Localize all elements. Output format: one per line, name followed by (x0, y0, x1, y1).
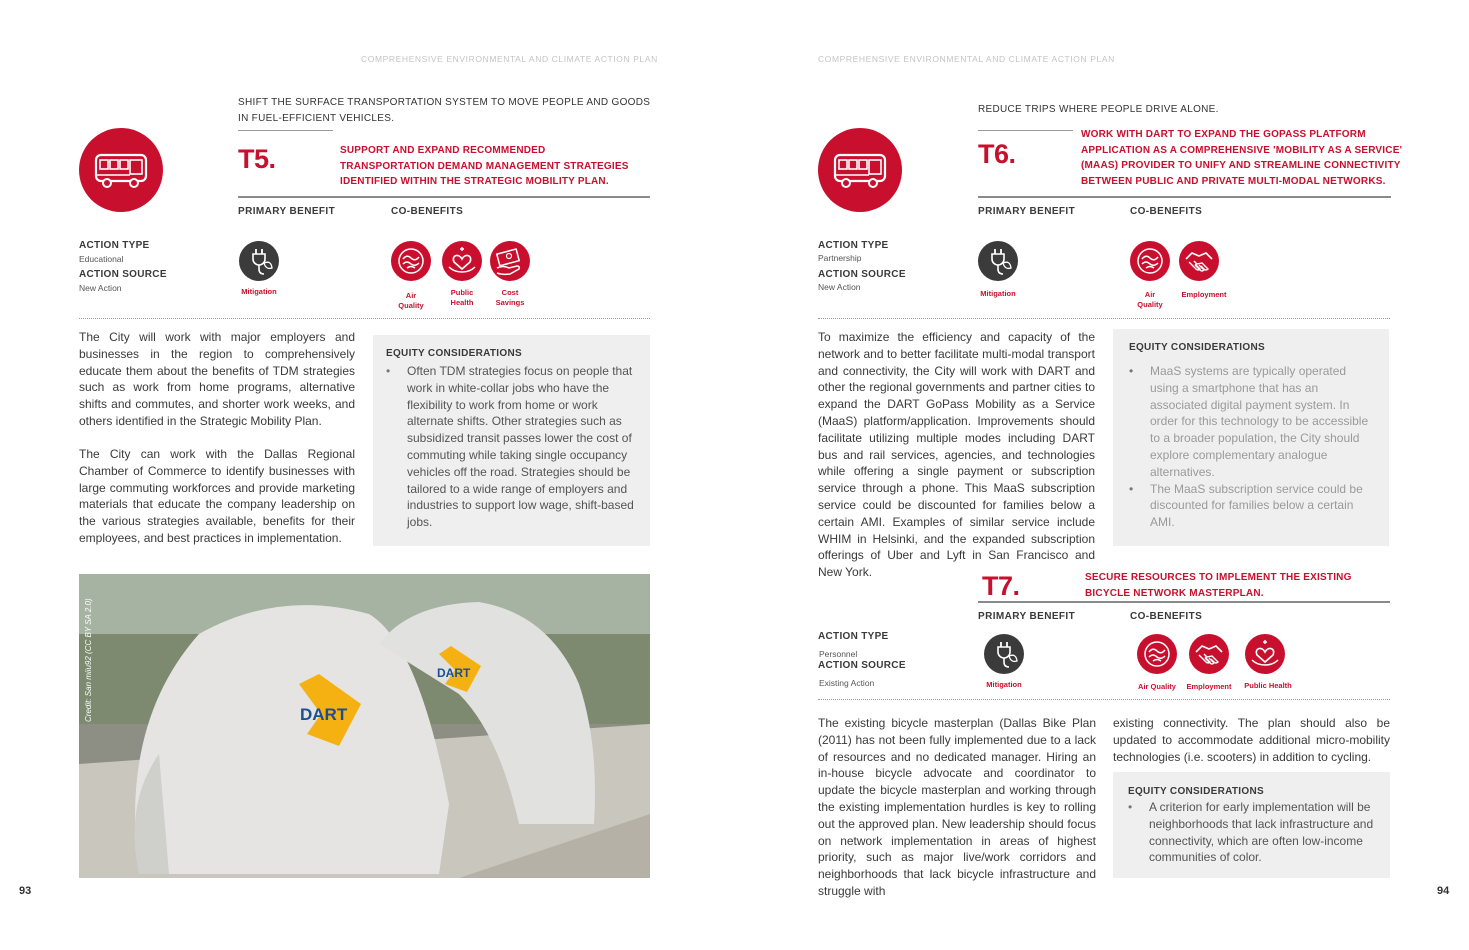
action-type-label: ACTION TYPE (79, 240, 150, 251)
heart-hand-icon (1245, 634, 1285, 674)
page-number-right: 94 (1437, 885, 1450, 897)
bus-icon (79, 128, 163, 212)
section-divider-t7 (818, 699, 1390, 700)
primary-benefit-label: Mitigation (980, 289, 1016, 298)
action-type-value: Educational (79, 254, 124, 264)
action-source-label: ACTION SOURCE (818, 269, 906, 280)
lungs-icon (391, 241, 431, 281)
primary-benefit-label: Mitigation (986, 680, 1022, 689)
body-paragraph-2: The City can work with the Dallas Regional Chamber of Commerce to identify businesses with large commuting workforces and provide marketing materials that educate the company leadership on the various strategies available, benefits for their employees, and best practices in implementation. (79, 447, 355, 545)
dart-logo-2: DART (437, 666, 471, 680)
equity-item: • Often TDM strategies focus on people that work in white-collar jobs who have the flexibility to work from home or work alternate shifts. Other strategies such as subsidized transit passes lower the cost of commuting while taking single occupancy vehicles off the road. Strategies should be tailored to a wide range of employers and industries to support low wage, shift-based jobs. (386, 363, 636, 531)
action-type-label: ACTION TYPE (818, 631, 889, 642)
strategy-rule-t7 (978, 601, 1390, 603)
action-source-label: ACTION SOURCE (79, 269, 167, 280)
strategy-rule-t6 (978, 196, 1391, 198)
dart-bike-lockers-photo (79, 574, 650, 878)
co-benefit-label-public-health: Public Health (450, 288, 474, 307)
strategy-code-t7: T7. (982, 571, 1020, 601)
co-benefit-label-public-health: Public Health (1244, 681, 1292, 690)
plug-leaf-icon (984, 634, 1024, 674)
goal-statement-left: SHIFT THE SURFACE TRANSPORTATION SYSTEM TO MOVE PEOPLE AND GOODS IN FUEL-EFFICIENT VEHICLES. (238, 97, 651, 124)
primary-benefit-header: PRIMARY BENEFIT (238, 206, 336, 217)
bus-icon (818, 128, 902, 212)
dart-logo: DART (300, 705, 348, 724)
action-source-value: New Action (79, 283, 122, 293)
equity-item: • A criterion for early implementation will be neighborhoods that lack infrastructure and connectivity, which are often low-income communities of color. (1128, 799, 1378, 866)
goal-rule-right (978, 130, 1073, 131)
primary-benefit-header: PRIMARY BENEFIT (978, 206, 1076, 217)
body-paragraph-t6: To maximize the efficiency and capacity of the network and to better facilitate multi-modal transport and connectivity, the City will work with DART and other the regional governments and partner cities to expand the DART GoPass Mobility as a Service (MaaS) platform/application. Improvements should facilitate utilizing multiple modes including DART bus and rail services, agencies, and technologies while offering a single payment or subscription service through a phone. This MaaS subscription service could be discounted for families below a certain AMI. Examples of similar service include WHIM in Helsinki, and the expanded subscription offerings of Uber and Lyft in San Francisco and New York. (818, 330, 1095, 580)
equity-box-t6 (1113, 329, 1389, 546)
action-type-label: ACTION TYPE (818, 240, 889, 251)
page-number-left: 93 (19, 885, 32, 897)
goal-statement-right: REDUCE TRIPS WHERE PEOPLE DRIVE ALONE. (978, 104, 1219, 115)
co-benefit-label-employment: Employment (1181, 290, 1227, 299)
strategy-title-t6: WORK WITH DART TO EXPAND THE GOPASS PLATFORM APPLICATION AS A COMPREHENSIVE 'MOBILITY AS A SERVICE' (MAAS) PROVIDER TO UNIFY AND STREAMLINE CONNECTIVITY BETWEEN PUBLIC AND PRIVATE MULTI-MODAL NETWORKS. (1081, 129, 1403, 187)
equity-title: EQUITY CONSIDERATIONS (386, 348, 522, 359)
strategy-rule-t5 (238, 196, 650, 198)
running-header-left: COMPREHENSIVE ENVIRONMENTAL AND CLIMATE ACTION PLAN (361, 54, 658, 64)
body-paragraph-t7-left: The existing bicycle masterplan (Dallas Bike Plan (2011) has not been fully implemented due to a lack of resources and no dedicated manager. Hiring an in-house bicycle advocate and coordinator to update the bicycle masterplan and working through the existing implementation hurdles is key to rolling out the approved plan. New leadership should focus on network implementation in areas of highest priority, such as major live/work corridors and neighborhoods that lack bicycle infrastructure and struggle with (818, 716, 1096, 898)
strategy-title-t5: SUPPORT AND EXPAND RECOMMENDED TRANSPORTATION DEMAND MANAGEMENT STRATEGIES IDENTIFIED WITHIN THE STRATEGIC MOBILITY PLAN. (340, 145, 629, 187)
lungs-icon (1130, 241, 1170, 281)
co-benefit-label-air-quality: Air Quality (1138, 682, 1176, 691)
equity-box-t5 (373, 335, 650, 546)
photo-credit: Credit: San miiu92 (CC BY SA 2.0) (84, 598, 93, 722)
action-source-value: Existing Action (819, 678, 875, 688)
equity-list (1128, 799, 1378, 866)
co-benefits-header: CO-BENEFITS (1130, 611, 1203, 622)
primary-benefit-label: Mitigation (241, 287, 277, 296)
equity-item: • The MaaS subscription service could be discounted for families below a certain AMI. (1129, 481, 1369, 531)
co-benefit-label-air-quality: Air Quality (398, 291, 424, 310)
running-header-right: COMPREHENSIVE ENVIRONMENTAL AND CLIMATE ACTION PLAN (818, 54, 1115, 64)
section-divider-right (818, 318, 1390, 319)
equity-box-t7 (1113, 772, 1390, 878)
equity-title: EQUITY CONSIDERATIONS (1129, 342, 1265, 353)
body-paragraph-1: The City will work with major employers and businesses in the region to comprehensively educate them about the benefits of TDM strategies such as work from home programs, alternative shifts and commutes, and shorter work weeks, and others identified in the Strategic Mobility Plan. (79, 330, 355, 428)
equity-title: EQUITY CONSIDERATIONS (1128, 786, 1264, 797)
body-paragraph-t7-right: existing connectivity. The plan should also be updated to accommodate additional micro-mobility technologies (i.e. scooters) in addition to cycling. (1113, 716, 1390, 764)
strategy-code-t6: T6. (978, 139, 1016, 169)
money-hand-icon (490, 241, 530, 281)
equity-list (386, 363, 636, 531)
equity-item: • MaaS systems are typically operated using a smartphone that has an associated digital payment system. In order for this technology to be accessible to a broader population, the City should explore complementary analogue alternatives. (1129, 363, 1369, 481)
goal-rule-left (238, 130, 333, 131)
action-type-value: Personnel (819, 649, 858, 659)
lungs-icon (1137, 634, 1177, 674)
plug-leaf-icon (239, 241, 279, 281)
strategy-code-t5: T5. (238, 144, 276, 174)
section-divider-left (79, 318, 650, 319)
co-benefit-label-employment: Employment (1186, 682, 1232, 691)
strategy-title-t7: SECURE RESOURCES TO IMPLEMENT THE EXISTING BICYCLE NETWORK MASTERPLAN. (1085, 572, 1352, 599)
equity-list (1129, 363, 1369, 531)
co-benefit-label-cost-savings: Cost Savings (495, 288, 525, 307)
heart-hand-icon (442, 241, 482, 281)
plug-leaf-icon (978, 241, 1018, 281)
handshake-icon (1189, 634, 1229, 674)
co-benefits-header: CO-BENEFITS (1130, 206, 1203, 217)
action-source-label: ACTION SOURCE (818, 660, 906, 671)
co-benefit-label-air-quality: Air Quality (1137, 290, 1163, 309)
action-type-value: Partnership (818, 253, 862, 263)
co-benefits-header: CO-BENEFITS (391, 206, 464, 217)
action-source-value: New Action (818, 282, 861, 292)
primary-benefit-header: PRIMARY BENEFIT (978, 611, 1076, 622)
handshake-icon (1179, 241, 1219, 281)
